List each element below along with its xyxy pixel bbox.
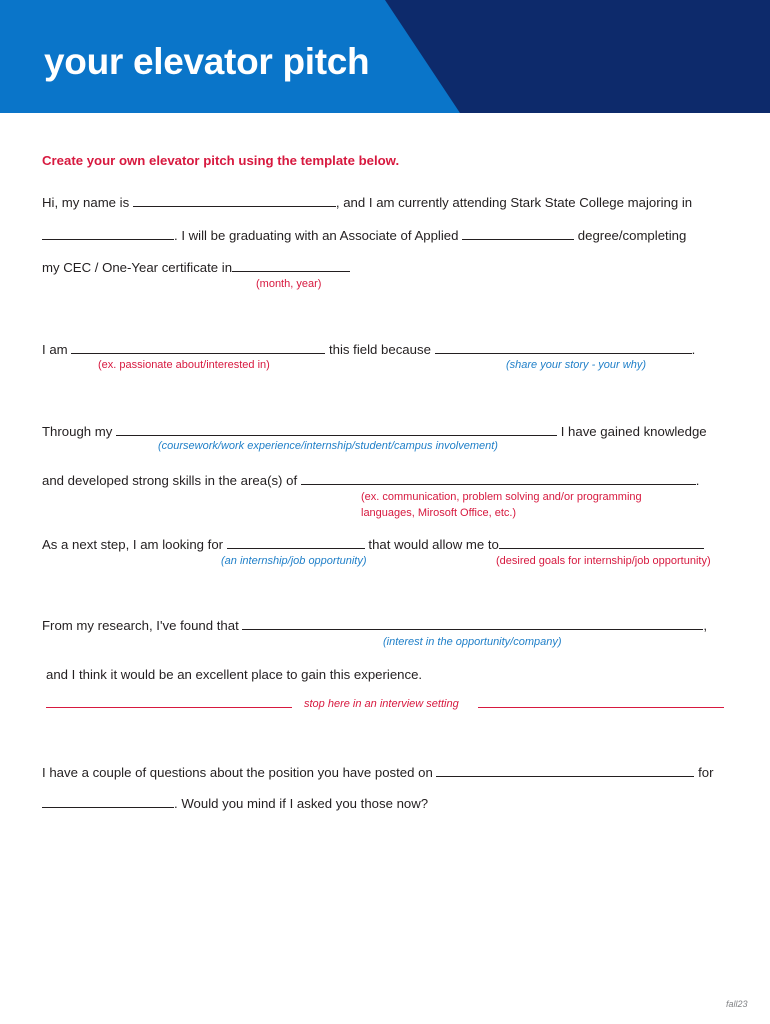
questions-label: I have a couple of questions about the position you have posted on — [42, 765, 433, 780]
stop-divider-left — [46, 707, 292, 708]
i-am-line — [42, 343, 695, 356]
degree-blank[interactable] — [462, 238, 574, 240]
footer-code: fall23 — [726, 999, 748, 1009]
coursework-hint: (coursework/work experience/internship/student/campus involvement) — [158, 440, 498, 452]
passion-blank[interactable] — [71, 352, 325, 354]
posted-on-blank[interactable] — [436, 775, 694, 777]
page-title: your elevator pitch — [44, 41, 370, 82]
header-banner — [0, 0, 770, 113]
graduation-date-blank[interactable] — [232, 270, 350, 272]
for-label: for — [698, 765, 714, 780]
goals-blank[interactable] — [499, 547, 704, 549]
skills-label: and developed strong skills in the area(s) of — [42, 473, 298, 488]
certificate-label: my CEC / One-Year certificate in — [42, 260, 233, 275]
interest-blank[interactable] — [242, 628, 703, 630]
mind-label: . Would you mind if I asked you those now? — [174, 796, 429, 811]
stop-divider-right — [478, 707, 724, 708]
grad-label: . I will be graduating with an Associate of Applied — [174, 228, 459, 243]
stop-here-label: stop here in an interview setting — [304, 698, 459, 710]
skills-blank[interactable] — [301, 483, 696, 485]
next-step-label: As a next step, I am looking for — [42, 537, 224, 552]
research-label: From my research, I've found that — [42, 618, 239, 633]
internship-hint: (an internship/job opportunity) — [221, 555, 367, 567]
i-am-label: I am — [42, 342, 68, 357]
research-line — [42, 619, 707, 632]
certificate-line — [42, 261, 350, 274]
research-comma: , — [703, 618, 708, 633]
experience-blank[interactable] — [116, 434, 557, 436]
name-blank[interactable] — [133, 205, 336, 207]
opportunity-blank[interactable] — [227, 547, 365, 549]
allow-me-label: that would allow me to — [368, 537, 499, 552]
skills-line — [42, 474, 699, 487]
skills-hint: (ex. communication, problem solving and/or programming languages, Mirosoft Office, etc.) — [361, 491, 642, 519]
name-label: Hi, my name is — [42, 195, 130, 210]
through-label: Through my — [42, 424, 113, 439]
major-blank[interactable] — [42, 238, 174, 240]
story-blank[interactable] — [435, 352, 692, 354]
i-am-period: . — [691, 342, 696, 357]
position-blank[interactable] — [42, 806, 174, 808]
excellent-line: and I think it would be an excellent place to gain this experience. — [46, 667, 423, 682]
interest-hint: (interest in the opportunity/company) — [383, 636, 562, 648]
name-line — [42, 196, 692, 209]
name-label-2: , and I am currently attending Stark State College majoring in — [335, 195, 693, 210]
major-line — [42, 229, 686, 242]
skills-period: . — [695, 473, 700, 488]
knowledge-label: I have gained knowledge — [560, 424, 707, 439]
mind-line — [42, 797, 428, 810]
month-year-hint: (month, year) — [256, 278, 322, 290]
degree-label: degree/completing — [577, 228, 687, 243]
next-step-line — [42, 538, 704, 551]
passionate-hint: (ex. passionate about/interested in) — [98, 359, 270, 371]
field-because-label: this field because — [329, 342, 431, 357]
through-line — [42, 425, 707, 438]
goals-hint: (desired goals for internship/job opportunity) — [496, 555, 711, 567]
story-hint: (share your story - your why) — [506, 359, 646, 371]
intro-instruction: Create your own elevator pitch using the template below. — [42, 153, 400, 168]
questions-line — [42, 766, 714, 779]
